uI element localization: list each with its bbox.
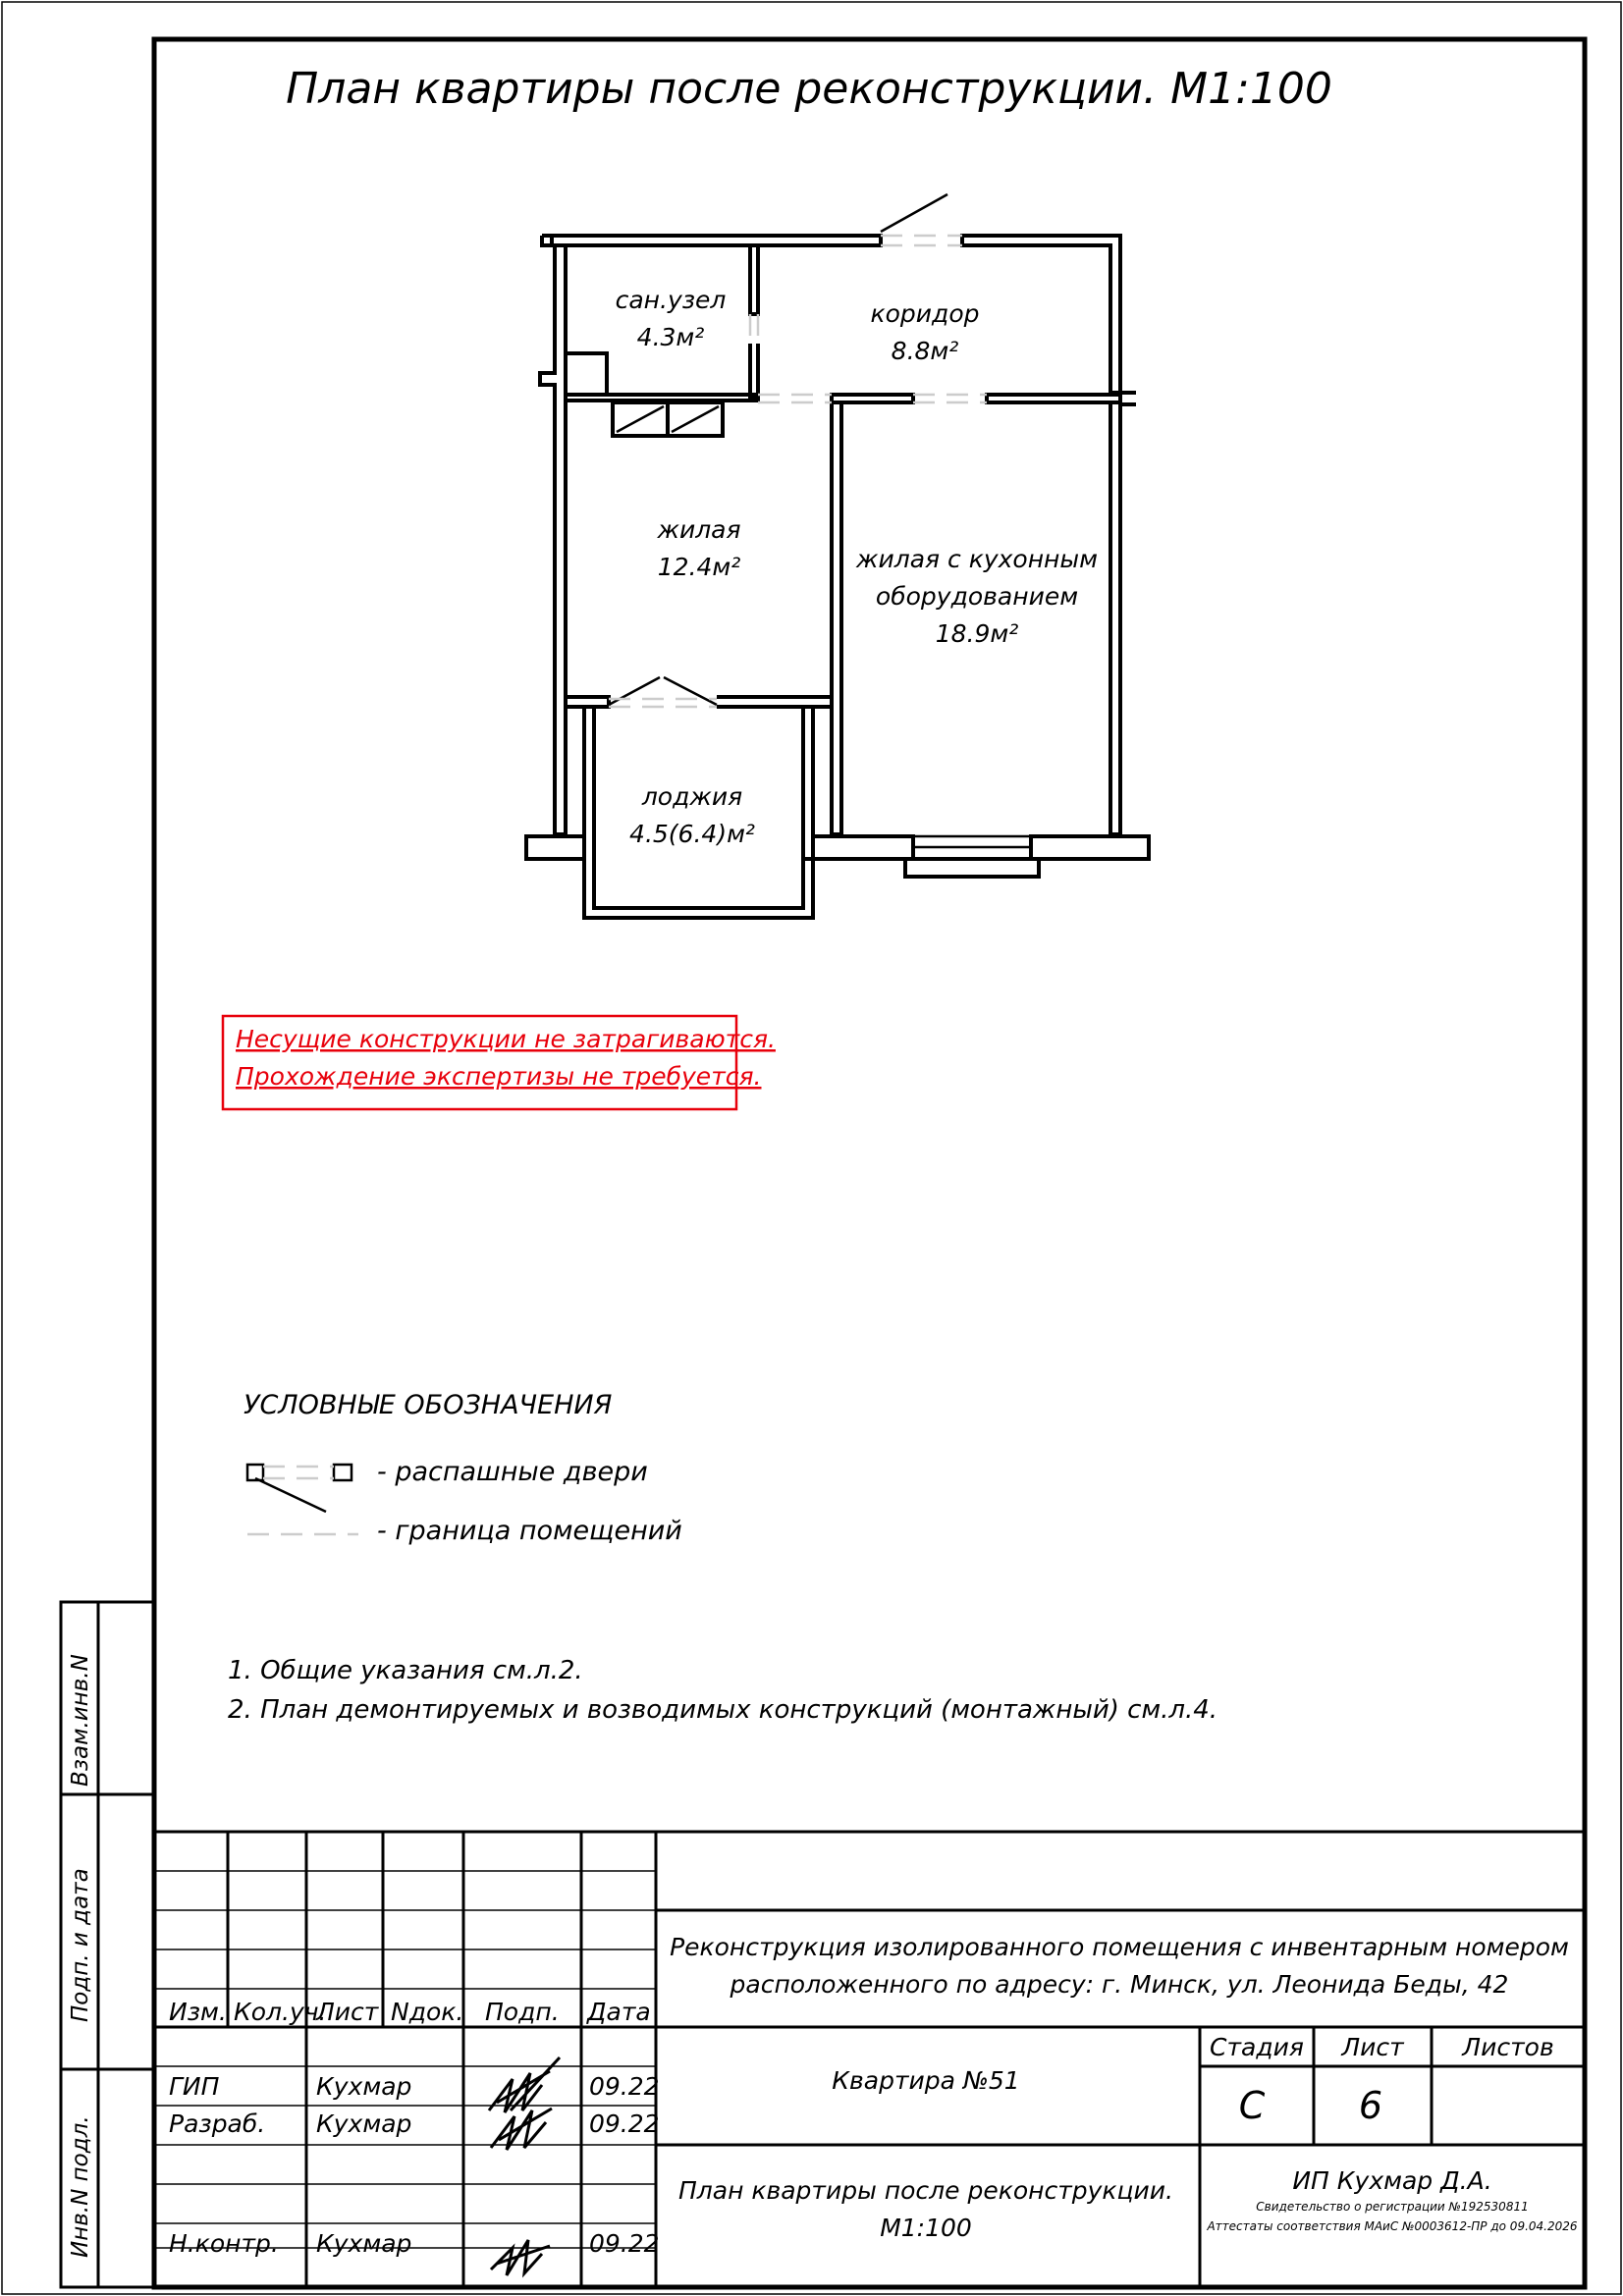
- room-living-area: 12.4м²: [657, 553, 741, 581]
- door-legend-icon: [247, 1465, 263, 1480]
- notice-line-2: Прохождение экспертизы не требуется.: [236, 1062, 762, 1091]
- room-kitchen-living-area: 18.9м²: [935, 619, 1019, 648]
- tb-header-sheet: Лист: [316, 1998, 379, 2026]
- signature-norm-control: [491, 2240, 550, 2275]
- tb-project-line-2: расположенного по адресу: г. Минск, ул. Леонида Беды, 42: [730, 1970, 1509, 1999]
- room-kitchen-living-name2: оборудованием: [875, 582, 1079, 611]
- room-bathroom-name: сан.узел: [615, 286, 727, 314]
- tb-sheet-title-line-2: М1:100: [880, 2214, 972, 2242]
- tb-name-developer: Кухмар: [316, 2109, 412, 2138]
- room-loggia-area: 4.5(6.4)м²: [629, 820, 755, 848]
- room-corridor-name: коридор: [870, 299, 980, 328]
- room-corridor-area: 8.8м²: [891, 337, 959, 365]
- tb-object: Квартира №51: [832, 2066, 1020, 2095]
- note-1: 1. Общие указания см.л.2.: [228, 1656, 583, 1685]
- tb-project-line-1: Реконструкция изолированного помещения с инвентарным номером: [670, 1933, 1569, 1961]
- room-kitchen-living-name: жилая с кухонным: [855, 545, 1099, 573]
- tb-stage-value: С: [1238, 2084, 1266, 2127]
- tb-stage-header: Стадия: [1210, 2033, 1304, 2061]
- tb-header-count: Кол.уч.: [234, 1998, 327, 2026]
- tb-company-line-2: Свидетельство о регистрации №192530811: [1256, 2200, 1529, 2214]
- tb-date-norm-control: 09.22: [589, 2229, 660, 2258]
- tb-header-date: Дата: [587, 1998, 651, 2026]
- notice-line-1: Несущие конструкции не затрагиваются.: [236, 1025, 776, 1053]
- room-loggia-name: лоджия: [641, 782, 743, 811]
- tb-sheet-value: 6: [1358, 2084, 1383, 2127]
- tb-role-developer: Разраб.: [169, 2109, 266, 2138]
- note-2: 2. План демонтируемых и возводимых конструкций (монтажный) см.л.4.: [228, 1695, 1218, 1725]
- tb-sheet-title-line-1: План квартиры после реконструкции.: [678, 2176, 1173, 2205]
- tb-name-gip: Кухмар: [316, 2072, 412, 2101]
- legend-item-boundary: - граница помещений: [377, 1516, 682, 1546]
- tb-company: ИП Кухмар Д.А.: [1292, 2166, 1492, 2195]
- tb-name-norm-control: Кухмар: [316, 2229, 412, 2258]
- tb-role-norm-control: Н.контр.: [169, 2229, 279, 2258]
- tb-sheet-header: Лист: [1341, 2033, 1404, 2061]
- side-label-signature-date: Подп. и дата: [68, 1868, 93, 2022]
- room-living-name: жилая: [657, 515, 741, 544]
- legend-heading: УСЛОВНЫЕ ОБОЗНАЧЕНИЯ: [243, 1390, 613, 1420]
- legend: [243, 1390, 682, 1546]
- tb-sheets-header: Листов: [1462, 2033, 1554, 2061]
- tb-header-change: Изм.: [169, 1998, 227, 2026]
- tb-date-gip: 09.22: [589, 2072, 660, 2101]
- room-bathroom-area: 4.3м²: [636, 323, 705, 351]
- signature-developer: [491, 2109, 552, 2150]
- tb-date-developer: 09.22: [589, 2109, 660, 2138]
- tb-header-signature: Подп.: [485, 1998, 560, 2026]
- legend-item-doors: - распашные двери: [377, 1457, 648, 1487]
- tb-role-gip: ГИП: [169, 2072, 220, 2101]
- side-label-replacement: Взам.инв.N: [68, 1654, 93, 1787]
- tb-company-line-3: Аттестаты соответствия МАиС №0003612-ПР до 09.04.2026: [1207, 2219, 1578, 2233]
- drawing-title: План квартиры после реконструкции. М1:100: [286, 64, 1332, 114]
- side-label-inventory: Инв.N подл.: [68, 2115, 93, 2258]
- tb-header-docnum: Nдок.: [391, 1998, 464, 2026]
- notice-stamp: [223, 1016, 776, 1109]
